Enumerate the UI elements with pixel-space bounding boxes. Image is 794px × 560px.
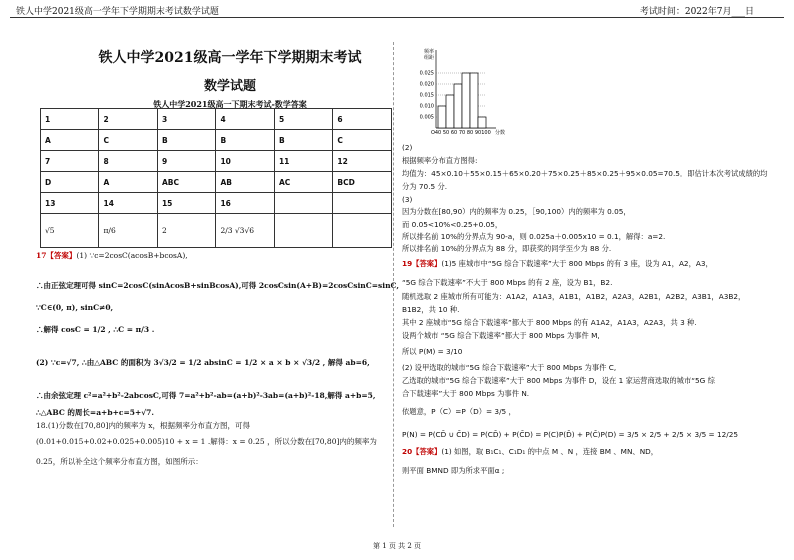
text-line: 乙选取的城市“5G 综合下载速率”大于 800 Mbps 为事件 D，设在 1 家运营商选取的城市“5G 综	[402, 376, 715, 385]
text-line: 20【答案】(1) 如图，取 B₁C₁、C₁D₁ 的中点 M 、N ，连接 BM 、MN、ND，	[402, 447, 659, 456]
exam-title: 铁人中学2021级高一学年下学期期末考试	[98, 50, 362, 66]
answer-cell	[274, 193, 332, 214]
x-tick-label: 80	[466, 130, 474, 136]
text-line: 所以 P(M) = 3/10	[402, 347, 463, 356]
answer-cell: 7	[41, 151, 99, 172]
text-line: B1B2，共 10 种.	[402, 305, 460, 314]
answer-cell: 8	[99, 151, 157, 172]
text-line: 0.25，所以补全这个频率分布直方图，如图所示：	[36, 457, 203, 466]
histogram-bar	[446, 95, 454, 128]
answer-row	[41, 193, 392, 214]
y-label-top: 频率	[423, 49, 434, 55]
y-tick-label: 0.015	[419, 92, 434, 99]
exam-subtitle: 数学试题	[203, 79, 256, 94]
text-line: ∵C∈(0, π), sinC≠0,	[36, 303, 114, 312]
text-line: 均值为：45×0.10＋55×0.15＋65×0.20＋75×0.25＋85×0.25＋95×0.05=70.5．即估计本次考试成绩的均	[402, 169, 768, 178]
answer-cell: 10	[216, 151, 274, 172]
y-tick-label: 0.020	[419, 81, 434, 88]
answer-title: 铁人中学2021级高一下期末考试-数学答案	[153, 99, 307, 109]
x-tick-label: 70	[458, 130, 466, 136]
x-axis-label: 分数	[494, 130, 506, 136]
text-line: (3)	[402, 195, 413, 204]
answer-cell: AC	[274, 172, 332, 193]
answer-cell: 5	[274, 109, 332, 130]
text-line: 所以排名前 10%的分界点为 88 分，即获奖的同学至少为 88 分.	[402, 244, 612, 253]
y-tick-label: 0.025	[419, 70, 434, 77]
text-line: “5G 综合下载速率”不大于 800 Mbps 的有 2 座，设为 B1，B2.	[402, 278, 613, 287]
text-line: 设两个城市 “5G 综合下载速率”都大于 800 Mbps 为事件 M,	[402, 331, 600, 340]
text-line: 而 0.05<10%<0.25+0.05，	[402, 220, 503, 229]
text-line: 则平面 BMND 即为所求平面α ;	[402, 466, 505, 475]
x-tick-label: 50	[442, 130, 450, 136]
text-line: 分为 70.5 分.	[402, 182, 448, 191]
histogram-bar	[438, 106, 446, 128]
answer-table	[40, 108, 392, 248]
text-line: 随机选取 2 座城市所有可能为：A1A2，A1A3，A1B1，A1B2，A2A3，A2B1，A2B2，A3B1，A3B2，	[402, 292, 746, 301]
text-line: (0.01+0.015+0.02+0.025+0.005)10 + x = 1 .解得：x = 0.25 ，所以分数在[70,80]内的频率为	[36, 437, 377, 446]
answer-cell: 9	[157, 151, 215, 172]
x-tick-label: 60	[450, 130, 458, 136]
text-line: 依题意，P（C）=P（D）= 3/5 ，	[402, 407, 516, 416]
text-line: 所以排名前 10%的分界点为 90-a，则 0.025a＋0.005x10 = 0.1，解得：a=2.	[402, 232, 666, 241]
y-tick-label: 0.010	[419, 103, 434, 110]
answer-cell: 13	[41, 193, 99, 214]
text-line: 其中 2 座城市“5G 综合下载速率”都大于 800 Mbps 的有 A1A2，A1A3，A2A3，共 3 种.	[402, 318, 697, 327]
text-line: ∴解得 cosC = 1/2 , ∴C = π/3 .	[36, 325, 155, 334]
answer-row	[41, 151, 392, 172]
answer-cell: 6	[333, 109, 392, 130]
answer-cell: 2	[99, 109, 157, 130]
answer-cell: BCD	[333, 172, 392, 193]
answer-cell: 1	[41, 109, 99, 130]
answer-cell	[274, 214, 332, 248]
answer-cell: 2/3 √3√6	[216, 214, 274, 248]
histogram-bar	[462, 73, 470, 128]
answer-cell: C	[333, 130, 392, 151]
answer-cell: A	[99, 172, 157, 193]
histogram-bar	[454, 84, 462, 128]
x-tick-label: 100	[481, 130, 491, 136]
text-line: 根据频率分布直方图得:	[402, 156, 478, 165]
text-line: 18.(1)分数在[70,80]内的频率为 x，根据频率分布直方图，可得	[36, 421, 250, 430]
answer-cell: 3	[157, 109, 215, 130]
histogram-bar	[478, 117, 486, 128]
answer-cell: 12	[333, 151, 392, 172]
answer-cell	[333, 214, 392, 248]
answer-cell: 4	[216, 109, 274, 130]
answer-cell: 15	[157, 193, 215, 214]
answer-cell: 11	[274, 151, 332, 172]
answer-row	[41, 130, 392, 151]
answer-row	[41, 172, 392, 193]
text-line: (2)	[402, 143, 413, 152]
answer-cell: A	[41, 130, 99, 151]
origin-label: O	[431, 130, 435, 136]
answer-cell: 16	[216, 193, 274, 214]
answer-cell: B	[274, 130, 332, 151]
answer-cell	[333, 193, 392, 214]
answer-cell: B	[157, 130, 215, 151]
answer-cell: 2	[157, 214, 215, 248]
histogram-bar	[470, 73, 478, 128]
histogram	[400, 44, 510, 136]
text-line: P(N) = P(CD̄ ∪ C̄D) = P(CD̄) + P(C̄D) = P(C)P(D̄) + P(C̄)P(D) = 3/5 × 2/5 + 2/5 × 3/5 = 12/25	[402, 430, 739, 439]
answer-cell: √5	[41, 214, 99, 248]
header-rule	[10, 17, 784, 18]
text-line: ∴由正弦定理可得 sinC=2cosC(sinAcosB+sinBcosA),可得 2cosCsin(A+B)=2cosCsinC=sinC,	[36, 281, 399, 290]
answer-row	[41, 109, 392, 130]
answer-cell: D	[41, 172, 99, 193]
answer-cell: ABC	[157, 172, 215, 193]
y-tick-label: 0.005	[419, 114, 434, 121]
page-footer: 第 1 页 共 2 页	[372, 542, 422, 550]
text-line: 19【答案】(1)5 座城市中“5G 综合下载速率”大于 800 Mbps 的有 3 座，设为 A1，A2，A3，	[402, 259, 713, 268]
text-line: ∴由余弦定理 c²=a²+b²-2abcosC,可得 7=a²+b²-ab=(a+b)²-3ab=(a+b)²-18,解得 a+b=5,	[36, 391, 376, 400]
page-header	[0, 0, 794, 20]
x-tick-label: 40	[434, 130, 442, 136]
answer-cell: C	[99, 130, 157, 151]
answer-cell: 14	[99, 193, 157, 214]
answer-cell: π/6	[99, 214, 157, 248]
text-line: 17【答案】(1) ∵c=2cosC(acosB+bcosA),	[36, 251, 188, 260]
answer-row	[41, 214, 392, 248]
header-right: 考试时间：2022年7月___日	[639, 7, 754, 17]
answer-cell: AB	[216, 172, 274, 193]
header-left: 铁人中学2021级高一学年下学期期末考试数学试题	[16, 7, 219, 17]
answer-cell: B	[216, 130, 274, 151]
y-label-bottom: 组距	[423, 55, 434, 61]
text-line: (2) ∵c=√7, ∴由△ABC 的面积为 3√3/2 = 1/2 absinC = 1/2 × a × b × √3/2 , 解得 ab=6,	[36, 358, 370, 367]
text-line: 合下载速率”大于 800 Mbps 为事件 N.	[402, 389, 530, 398]
x-tick-label: 90	[474, 130, 482, 136]
text-line: (2) 设甲选取的城市“5G 综合下载速率”大于 800 Mbps 为事件 C,	[402, 363, 617, 372]
text-line: 因为分数在[80,90）内的频率为 0.25，［90,100）内的频率为 0.05，	[402, 207, 631, 216]
text-line: ∴△ABC 的周长=a+b+c=5+√7.	[36, 408, 154, 417]
